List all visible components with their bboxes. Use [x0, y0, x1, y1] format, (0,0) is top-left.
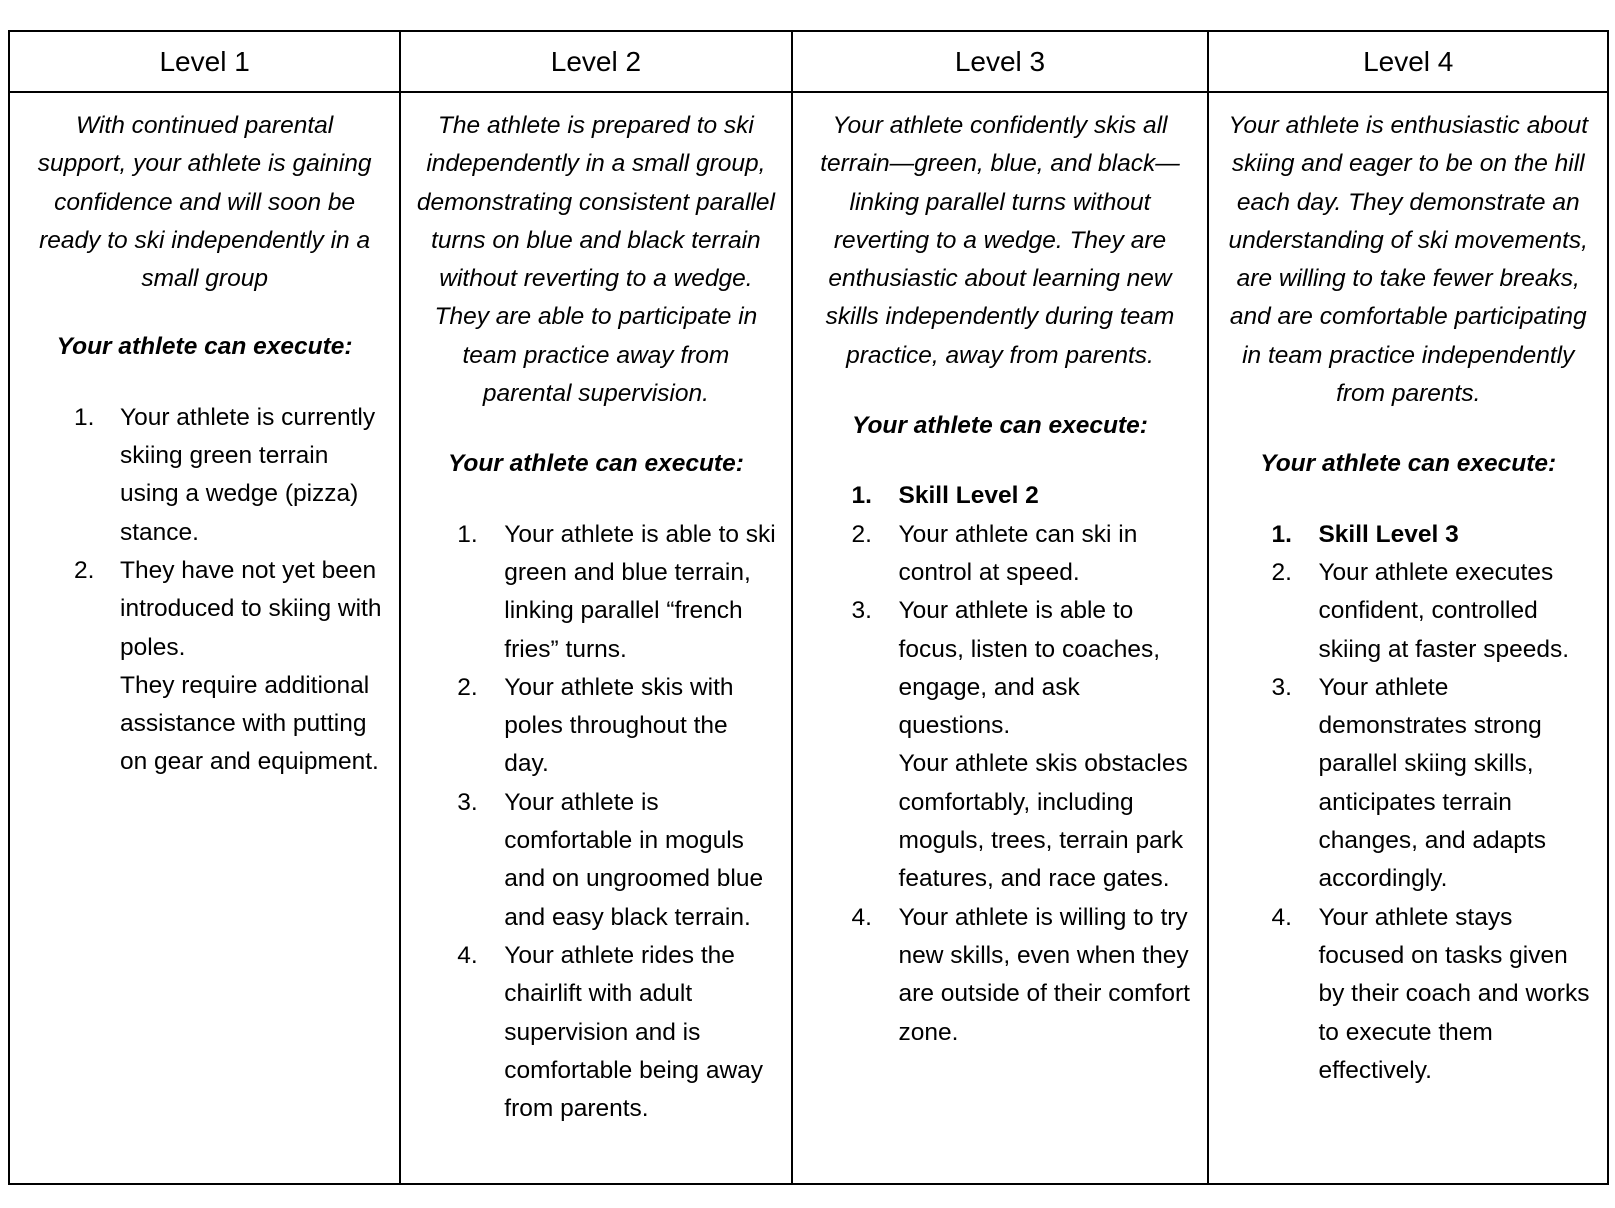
- level-2-skill-list: [457, 516, 776, 1129]
- list-item: 4. Your athlete rides the chairlift with adult supervision and is comfortable being away from parents.: [457, 941, 764, 1123]
- level-2-cell: [400, 92, 791, 1184]
- list-item: 2. Your athlete can ski in control at speed.: [851, 520, 1138, 586]
- list-item: 3. Your athlete demonstrates strong parallel skiing skills, anticipates terrain changes, and adapts accordingly.: [1271, 673, 1546, 893]
- list-item: 1. Your athlete is able to ski green and blue terrain, linking parallel “french fries” turns.: [457, 520, 776, 663]
- level-4-exec-title: Your athlete can execute:: [1260, 450, 1557, 478]
- content-row: [9, 92, 1608, 1184]
- level-2-intro: The athlete is prepared to ski independently in a small group, demonstrating consistent parallel turns on blue and black terrain without reverting to a wedge. They are able to participate in team practice away from parental supervision.: [416, 112, 775, 408]
- list-item-extra: They require additional assistance with putting on gear and equipment.: [120, 671, 379, 776]
- level-4-cell: [1208, 92, 1608, 1184]
- level-1-exec-title: Your athlete can execute:: [56, 333, 353, 361]
- level-1-intro: With continued parental support, your athlete is gaining confidence and will soon be ready to ski independently in a small group: [37, 112, 372, 293]
- level-2-exec-title: Your athlete can execute:: [447, 450, 744, 478]
- level-1-cell: [9, 92, 400, 1184]
- level-4-skill-list: [1271, 516, 1593, 1090]
- level-3-header: Level 3: [792, 31, 1209, 92]
- level-rubric-table: [8, 30, 1609, 1185]
- level-3-skill-list: [852, 477, 1194, 1051]
- list-item: 3. Your athlete is comfortable in moguls and on ungroomed blue and easy black terrain.: [457, 788, 764, 931]
- list-item: 4. Your athlete stays focused on tasks given by their coach and works to execute them effectively.: [1271, 903, 1590, 1084]
- list-item: 2. They have not yet been introduced to skiing with poles. They require additional assistance with putting on gear and equipment.: [74, 552, 385, 782]
- level-1-header: Level 1: [9, 31, 400, 92]
- level-3-exec-title: Your athlete can execute:: [852, 412, 1148, 440]
- level-4-header: Level 4: [1208, 31, 1608, 92]
- list-item: 1. Skill Level 3: [1271, 520, 1459, 548]
- list-item: 3. Your athlete is able to focus, listen to coaches, engage, and ask questions. Your athlete skis obstacles comfortably, including moguls, trees, terrain park features, and race gates.: [852, 592, 1194, 898]
- level-4-intro: Your athlete is enthusiastic about skiing and eager to be on the hill each day. They demonstrate an understanding of ski movements, are willing to take fewer breaks, and are comfortable participating in team practice independently from parents.: [1228, 112, 1589, 408]
- list-item: 1. Skill Level 2: [851, 482, 1039, 510]
- list-item: 2. Your athlete skis with poles throughout the day.: [457, 673, 734, 778]
- level-1-skill-list: [74, 399, 385, 782]
- list-item: 4. Your athlete is willing to try new skills, even when they are outside of their comfort zone.: [851, 903, 1190, 1046]
- header-row: [9, 31, 1608, 92]
- level-2-header: Level 2: [400, 31, 791, 92]
- level-3-intro: Your athlete confidently skis all terrain—green, blue, and black—linking parallel turns without reverting to a wedge. They are enthusiastic about learning new skills independently during team practice, away from parents.: [820, 112, 1180, 369]
- list-item: 2. Your athlete executes confident, controlled skiing at faster speeds.: [1271, 558, 1570, 663]
- list-item: 1. Your athlete is currently skiing green terrain using a wedge (pizza) stance.: [74, 403, 376, 546]
- list-item-extra: Your athlete skis obstacles comfortably, including moguls, trees, terrain park features, and race gates.: [898, 750, 1188, 893]
- level-3-cell: [792, 92, 1209, 1184]
